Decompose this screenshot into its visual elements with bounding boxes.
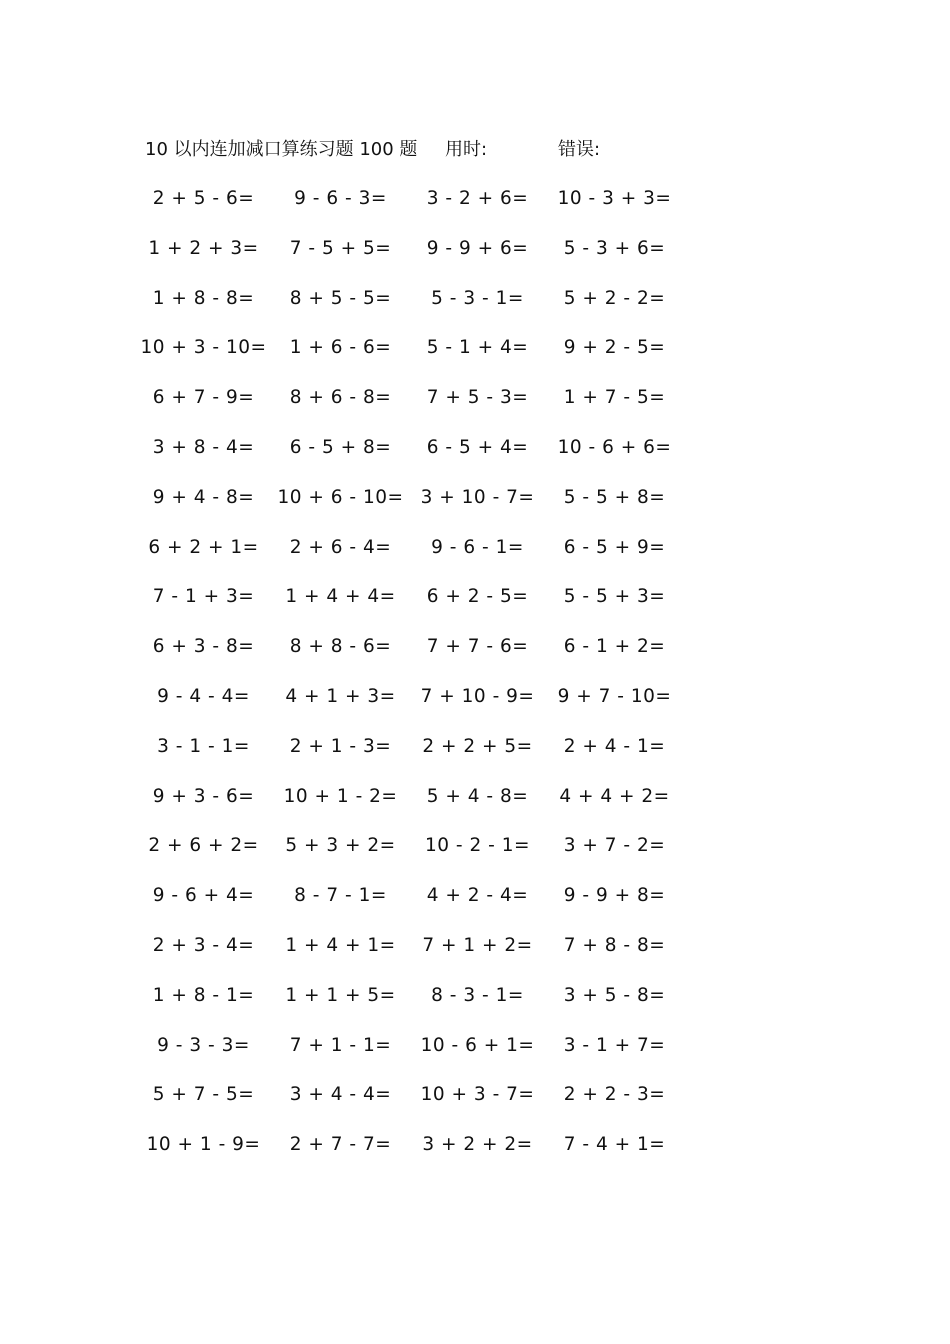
- math-problem: 2 + 2 + 5=: [422, 735, 533, 757]
- math-problem: 3 + 4 - 4=: [289, 1084, 392, 1106]
- math-problem: 1 + 6 - 6=: [289, 337, 392, 359]
- math-problem: 3 + 8 - 4=: [152, 436, 255, 458]
- math-problem: 5 - 1 + 4=: [426, 337, 529, 359]
- math-problem: 9 - 3 - 3=: [157, 1034, 250, 1056]
- math-problem: 10 - 6 + 1=: [420, 1034, 535, 1056]
- math-problem: 10 + 1 - 2=: [283, 785, 398, 807]
- math-problem: 2 + 3 - 4=: [152, 934, 255, 956]
- math-problem: 9 + 3 - 6=: [152, 785, 255, 807]
- math-problem: 8 + 5 - 5=: [289, 287, 392, 309]
- math-problem: 1 + 8 - 8=: [152, 287, 255, 309]
- math-problem: 5 + 3 + 2=: [285, 835, 396, 857]
- math-problem: 1 + 4 + 1=: [285, 934, 396, 956]
- math-problem: 6 + 7 - 9=: [152, 387, 255, 409]
- math-problem: 5 + 2 - 2=: [563, 287, 666, 309]
- math-problem: 4 + 1 + 3=: [285, 685, 396, 707]
- math-problem: 10 + 3 - 7=: [420, 1084, 535, 1106]
- math-problem: 1 + 8 - 1=: [152, 984, 255, 1006]
- math-problem: 6 + 3 - 8=: [152, 636, 255, 658]
- math-problem: 9 - 9 + 8=: [563, 885, 666, 907]
- math-problem: 6 - 5 + 9=: [563, 536, 666, 558]
- time-label: 用时:: [445, 139, 488, 160]
- math-problem: 3 + 7 - 2=: [563, 835, 666, 857]
- math-problem: 7 + 1 + 2=: [422, 934, 533, 956]
- math-problem: 5 + 4 - 8=: [426, 785, 529, 807]
- math-problem: 4 + 4 + 2=: [559, 785, 670, 807]
- math-problem: 7 + 7 - 6=: [426, 636, 529, 658]
- math-problem: 9 - 4 - 4=: [157, 685, 250, 707]
- math-problem: 10 + 3 - 10=: [140, 337, 267, 359]
- math-problem: 8 + 6 - 8=: [289, 387, 392, 409]
- math-problem: 5 - 5 + 3=: [563, 586, 666, 608]
- math-problem: 1 + 4 + 4=: [285, 586, 396, 608]
- math-problem: 6 + 2 + 1=: [148, 536, 259, 558]
- math-problem: 3 + 5 - 8=: [563, 984, 666, 1006]
- math-problem: 9 - 6 - 1=: [431, 536, 524, 558]
- math-problem: 9 + 7 - 10=: [557, 685, 672, 707]
- math-problem: 3 + 2 + 2=: [422, 1134, 533, 1156]
- math-problem: 9 + 4 - 8=: [152, 486, 255, 508]
- math-problem: 2 + 1 - 3=: [289, 735, 392, 757]
- math-problem: 2 + 2 - 3=: [563, 1084, 666, 1106]
- math-problem: 3 - 1 + 7=: [563, 1034, 666, 1056]
- math-problem: 6 + 2 - 5=: [426, 586, 529, 608]
- math-problem: 7 + 5 - 3=: [426, 387, 529, 409]
- math-problem: 9 - 6 - 3=: [294, 188, 387, 209]
- math-problem: 7 + 10 - 9=: [420, 685, 535, 707]
- math-problem: 5 - 3 + 6=: [563, 237, 666, 259]
- math-problem: 4 + 2 - 4=: [426, 885, 529, 907]
- math-problem: 10 - 2 - 1=: [425, 835, 530, 857]
- math-problem: 2 + 7 - 7=: [289, 1134, 392, 1156]
- math-problem: 5 - 5 + 8=: [563, 486, 666, 508]
- math-problem: 10 - 6 + 6=: [557, 436, 672, 458]
- math-problem: 6 - 5 + 4=: [426, 436, 529, 458]
- math-problem: 10 + 6 - 10=: [277, 486, 404, 508]
- problem-grid: [135, 186, 695, 1182]
- math-problem: 1 + 7 - 5=: [563, 387, 666, 409]
- math-problem: 1 + 1 + 5=: [285, 984, 396, 1006]
- math-problem: 3 - 2 + 6=: [426, 188, 529, 209]
- math-problem: 7 - 5 + 5=: [289, 237, 392, 259]
- math-problem: 1 + 2 + 3=: [148, 237, 259, 259]
- math-problem: 3 - 1 - 1=: [157, 735, 250, 757]
- math-problem: 8 - 3 - 1=: [431, 984, 524, 1006]
- math-problem: 7 + 8 - 8=: [563, 934, 666, 956]
- math-problem: 9 + 2 - 5=: [563, 337, 666, 359]
- math-problem: 10 + 1 - 9=: [146, 1134, 261, 1156]
- worksheet-title: 10 以内连加减口算练习题 100 题: [145, 139, 418, 160]
- math-problem: 2 + 4 - 1=: [563, 735, 666, 757]
- math-problem: 6 - 1 + 2=: [563, 636, 666, 658]
- math-problem: 6 - 5 + 8=: [289, 436, 392, 458]
- math-problem: 2 + 5 - 6=: [152, 188, 255, 209]
- math-problem: 7 + 1 - 1=: [289, 1034, 392, 1056]
- math-problem: 7 - 4 + 1=: [563, 1134, 666, 1156]
- math-problem: 2 + 6 - 4=: [289, 536, 392, 558]
- error-label: 错误:: [558, 139, 601, 160]
- math-problem: 5 - 3 - 1=: [431, 287, 524, 309]
- math-problem: 3 + 10 - 7=: [420, 486, 535, 508]
- math-problem: 5 + 7 - 5=: [152, 1084, 255, 1106]
- math-problem: 9 - 6 + 4=: [152, 885, 255, 907]
- math-problem: 8 + 8 - 6=: [289, 636, 392, 658]
- math-problem: 2 + 6 + 2=: [148, 835, 259, 857]
- math-problem: 10 - 3 + 3=: [557, 188, 672, 209]
- math-problem: 9 - 9 + 6=: [426, 237, 529, 259]
- math-problem: 8 - 7 - 1=: [294, 885, 387, 907]
- math-problem: 7 - 1 + 3=: [152, 586, 255, 608]
